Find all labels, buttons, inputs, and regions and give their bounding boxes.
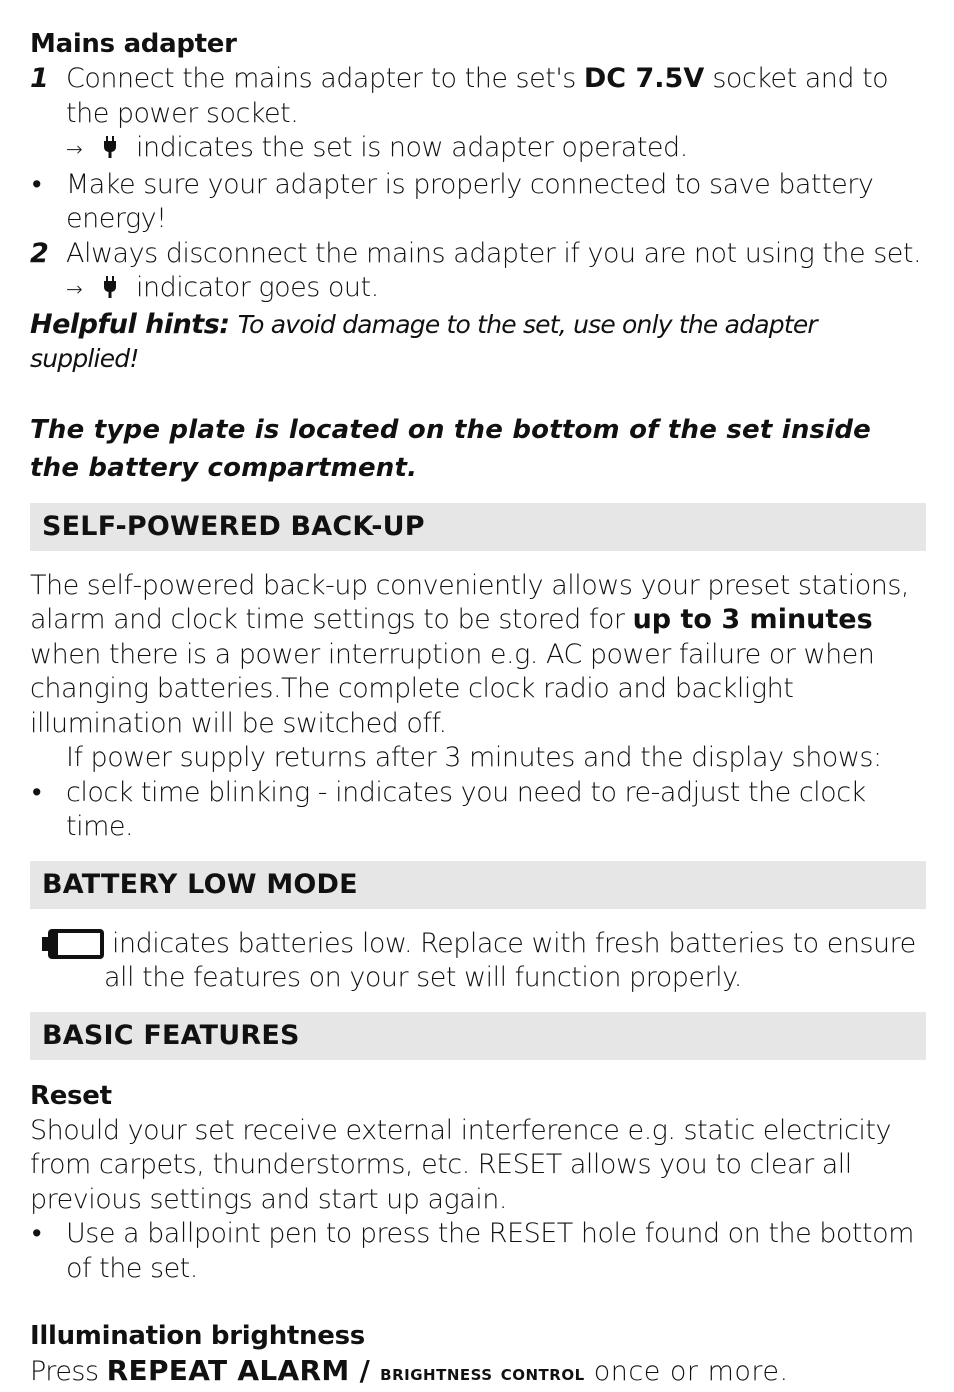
plug-icon [102, 133, 136, 168]
power-returns-paragraph: If power supply returns after 3 minutes and the display shows: [66, 742, 882, 773]
basic-features-heading: BASIC FEATURES [30, 1012, 926, 1060]
step-1-result-text: indicates the set is now adapter operated. [136, 132, 688, 163]
reset-paragraph: Should your set receive external interference e.g. static electricity from carpets, thunderstorms, etc. RESET allows you to clear all previous settings and start up again. [30, 1114, 891, 1215]
self-powered-text-pre: The self-powered back-up conveniently allows your preset stations, alarm and clock time settings to be stored for [30, 569, 909, 635]
step-1-text-pre: Connect the mains adapter to the set's [66, 63, 584, 94]
helpful-hints-text: To avoid damage to the set, use only the adapter supplied! [30, 309, 817, 373]
bullet-adapter-text: Make sure your adapter is properly connected to save battery energy! [66, 168, 874, 234]
step-1 [30, 62, 926, 131]
battery-low-text: indicates batteries low. Replace with fresh batteries to ensure all the features on your set will function properly. [104, 927, 916, 993]
battery-low-paragraph [30, 927, 926, 996]
battery-low-icon [34, 929, 104, 969]
illumination-text-post: once or more. [584, 1356, 789, 1387]
result-arrow-icon: → [66, 277, 83, 301]
repeat-alarm-label: REPEAT ALARM / [106, 1354, 381, 1387]
illumination-text-pre: Press [30, 1356, 107, 1387]
result-arrow-icon: → [66, 137, 83, 161]
step-1-socket-label: DC 7.5V [583, 63, 705, 94]
bullet-reset-text: Use a ballpoint pen to press the RESET hole found on the bottom of the set. [66, 1218, 914, 1284]
step-2-text: Always disconnect the mains adapter if you are not using the set. [66, 237, 922, 269]
self-powered-duration: up to 3 minutes [632, 604, 873, 635]
manual-page [30, 26, 926, 1392]
illumination-brightness-heading: Illumination brightness [30, 1321, 365, 1351]
plug-icon [102, 273, 136, 308]
self-powered-backup-heading: SELF-POWERED BACK-UP [30, 503, 926, 551]
step-1-text-post: socket and to the power socket. [66, 63, 889, 129]
step-1-result [30, 131, 926, 168]
self-powered-text-post: when there is a power interruption e.g. AC power failure or when changing batteries.The complete clock radio and backlight illumination will be switched off. [30, 638, 875, 739]
bullet-clock-blinking [30, 776, 926, 845]
bullet-adapter-connected [30, 168, 926, 237]
reset-heading: Reset [30, 1080, 112, 1111]
step-2 [30, 237, 926, 272]
bullet-icon: • [32, 776, 41, 808]
step-1-number: 1 [30, 63, 49, 94]
step-2-result [30, 271, 926, 308]
self-powered-paragraph [30, 569, 926, 742]
bullet-clock-blinking-text: clock time blinking - indicates you need to re-adjust the clock time. [66, 776, 866, 842]
bullet-icon: • [32, 1218, 41, 1249]
bullet-icon: • [32, 168, 41, 200]
illumination-paragraph [30, 1354, 926, 1392]
helpful-hints [30, 308, 926, 377]
helpful-hints-label: Helpful hints: [30, 308, 230, 340]
step-2-result-text: indicator goes out. [136, 272, 379, 303]
bullet-reset-hole [30, 1217, 926, 1286]
brightness-control-label: brightness control [380, 1361, 585, 1386]
type-plate-note: The type plate is located on the bottom of the set inside the battery compartment. [30, 414, 871, 483]
battery-low-mode-heading: BATTERY LOW MODE [30, 861, 926, 909]
step-2-number: 2 [30, 237, 49, 269]
mains-adapter-heading: Mains adapter [30, 29, 237, 59]
